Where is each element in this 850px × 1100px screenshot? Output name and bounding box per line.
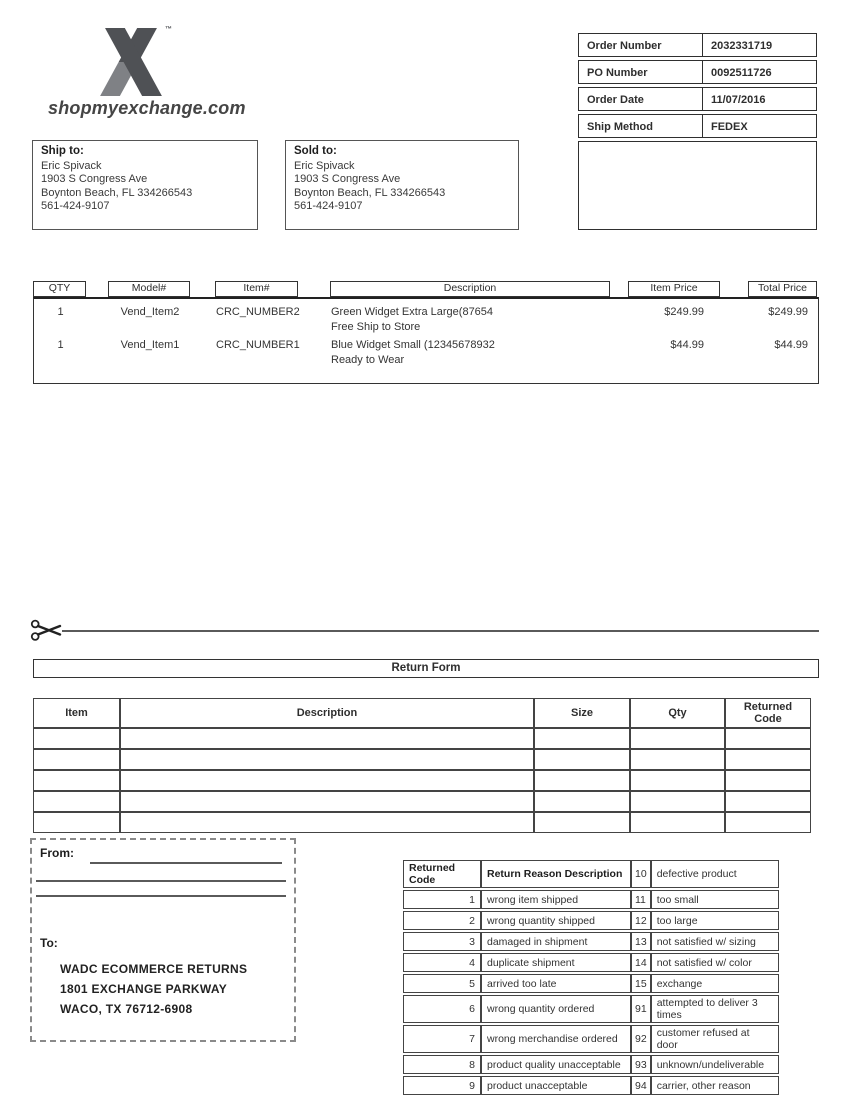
sold-to-box [285, 140, 519, 230]
from-write-line[interactable] [90, 846, 282, 864]
code-value: 14 [631, 953, 651, 972]
blank-qty-cell[interactable] [630, 728, 725, 749]
return-code-row [403, 1055, 779, 1074]
item-row-qty: 1 [57, 306, 64, 318]
return-form-blank-row [33, 770, 811, 791]
items-header-item-price: Item Price [628, 281, 720, 297]
code-value: 12 [631, 911, 651, 930]
returns-address-line2: 1801 EXCHANGE PARKWAY [60, 982, 228, 996]
blank-item-cell[interactable] [33, 812, 120, 833]
blank-item-cell[interactable] [33, 749, 120, 770]
item-row-price: $249.99 [664, 306, 704, 318]
return-form-table [33, 698, 811, 833]
order-date-row [578, 87, 817, 111]
reason-value: not satisfied w/ sizing [651, 932, 779, 951]
order-number-row [578, 33, 817, 57]
item-row-qty: 1 [57, 339, 64, 351]
blank-size-cell[interactable] [534, 812, 630, 833]
return-form-blank-row [33, 728, 811, 749]
blank-qty-cell[interactable] [630, 749, 725, 770]
item-row-item: CRC_NUMBER1 [216, 339, 300, 351]
po-number-row [578, 60, 817, 84]
reason-value: arrived too late [481, 974, 631, 993]
ship-to-phone: 561-424-9107 [41, 200, 110, 212]
code-value: 91 [631, 995, 651, 1023]
exchange-x-logo-icon [100, 28, 162, 101]
item-row-model: Vend_Item1 [120, 339, 180, 351]
items-header-description: Description [330, 281, 610, 297]
items-header-item: Item# [215, 281, 298, 297]
code-value: 92 [631, 1025, 651, 1053]
reason-value: carrier, other reason [651, 1076, 779, 1095]
sold-to-city: Boynton Beach, FL 334266543 [294, 186, 446, 199]
code-value: 9 [403, 1076, 481, 1095]
item-row-description-line1: Green Widget Extra Large(87654 [331, 306, 494, 318]
items-table-body [33, 297, 819, 384]
blank-size-cell[interactable] [534, 728, 630, 749]
order-notes-box [578, 141, 817, 230]
return-reason-header: Return Reason Description [481, 860, 631, 888]
sold-to-label: Sold to: [294, 145, 337, 157]
blank-description-cell[interactable] [120, 770, 534, 791]
return-code-row [403, 1076, 779, 1095]
mailing-label-box [30, 838, 296, 1042]
sold-to-name: Eric Spivack [294, 159, 355, 172]
ship-to-label: Ship to: [41, 145, 84, 157]
blank-item-cell[interactable] [33, 728, 120, 749]
return-form-header-qty: Qty [630, 698, 725, 728]
blank-description-cell[interactable] [120, 791, 534, 812]
item-row-price: $44.99 [670, 339, 704, 351]
items-header-total-price: Total Price [748, 281, 817, 297]
reason-value: attempted to deliver 3 times [651, 995, 779, 1023]
blank-qty-cell[interactable] [630, 770, 725, 791]
reason-value: exchange [651, 974, 779, 993]
blank-size-cell[interactable] [534, 770, 630, 791]
blank-code-cell[interactable] [725, 749, 811, 770]
reason-value: wrong item shipped [481, 890, 631, 909]
reason-value: duplicate shipment [481, 953, 631, 972]
po-number-value: 0092511726 [711, 67, 772, 79]
return-form-title: Return Form [33, 659, 819, 678]
return-form-header-row [33, 698, 811, 728]
return-form-header-returned-code: Returned Code [725, 698, 811, 728]
blank-description-cell[interactable] [120, 812, 534, 833]
reason-value: wrong merchandise ordered [481, 1025, 631, 1053]
po-number-label: PO Number [579, 61, 703, 83]
return-form-header-item: Item [33, 698, 120, 728]
item-row-description-line1: Blue Widget Small (12345678932 [331, 339, 495, 351]
ship-to-city: Boynton Beach, FL 334266543 [41, 186, 193, 199]
code-value: 13 [631, 932, 651, 951]
item-row-item: CRC_NUMBER2 [216, 306, 300, 318]
code-value: 15 [631, 974, 651, 993]
ship-method-row [578, 114, 817, 138]
blank-code-cell[interactable] [725, 770, 811, 791]
item-row-total: $44.99 [774, 339, 808, 351]
return-code-row [403, 995, 779, 1023]
blank-qty-cell[interactable] [630, 791, 725, 812]
order-date-label: Order Date [579, 88, 703, 110]
blank-qty-cell[interactable] [630, 812, 725, 833]
brand-website: shopmyexchange.com [48, 98, 246, 118]
return-form-blank-row [33, 812, 811, 833]
code-value: 3 [403, 932, 481, 951]
reason-value: damaged in shipment [481, 932, 631, 951]
return-code-row [403, 890, 779, 909]
return-code-row [403, 974, 779, 993]
returns-address-line3: WACO, TX 76712-6908 [60, 1002, 193, 1016]
item-row-description-line2: Ready to Wear [331, 354, 405, 366]
return-form-header-description: Description [120, 698, 534, 728]
return-code-row [403, 911, 779, 930]
item-row-model: Vend_Item2 [120, 306, 180, 318]
to-label: To: [40, 936, 58, 950]
order-date-value: 11/07/2016 [711, 94, 766, 106]
blank-code-cell[interactable] [725, 812, 811, 833]
reason-value: unknown/undeliverable [651, 1055, 779, 1074]
cut-here-divider [62, 630, 819, 632]
reason-value: wrong quantity shipped [481, 911, 631, 930]
sold-to-street: 1903 S Congress Ave [294, 173, 401, 185]
sold-to-phone: 561-424-9107 [294, 200, 363, 212]
return-form-header-size: Size [534, 698, 630, 728]
blank-code-cell[interactable] [725, 728, 811, 749]
items-header-qty: QTY [33, 281, 86, 297]
return-codes-header-row [403, 860, 779, 888]
reason-value: too small [651, 890, 779, 909]
returned-code-header: Returned Code [403, 860, 481, 888]
code-value: 11 [631, 890, 651, 909]
ship-method-value: FEDEX [711, 121, 748, 133]
item-row-description-line2: Free Ship to Store [331, 321, 421, 333]
items-header-model: Model# [108, 281, 190, 297]
code-value: 93 [631, 1055, 651, 1074]
ship-to-box [32, 140, 258, 230]
blank-size-cell[interactable] [534, 791, 630, 812]
return-codes-table [403, 858, 779, 1097]
return-code-row [403, 932, 779, 951]
blank-description-cell[interactable] [120, 728, 534, 749]
item-row-total: $249.99 [768, 306, 808, 318]
code-value: 4 [403, 953, 481, 972]
reason-value: defective product [651, 860, 779, 888]
code-value: 1 [403, 890, 481, 909]
reason-value: not satisfied w/ color [651, 953, 779, 972]
code-value: 8 [403, 1055, 481, 1074]
order-number-label: Order Number [579, 34, 703, 56]
blank-code-cell[interactable] [725, 791, 811, 812]
return-form-blank-row [33, 749, 811, 770]
ship-to-street: 1903 S Congress Ave [41, 173, 148, 185]
returns-address-line1: WADC ECOMMERCE RETURNS [60, 962, 248, 976]
reason-value: customer refused at door [651, 1025, 779, 1053]
reason-value: wrong quantity ordered [481, 995, 631, 1023]
blank-item-cell[interactable] [33, 770, 120, 791]
reason-value: product unacceptable [481, 1076, 631, 1095]
code-value: 10 [631, 860, 651, 888]
blank-description-cell[interactable] [120, 749, 534, 770]
from-write-line[interactable] [36, 880, 286, 897]
return-code-row [403, 953, 779, 972]
reason-value: product quality unacceptable [481, 1055, 631, 1074]
return-form-blank-row [33, 791, 811, 812]
from-label: From: [40, 846, 74, 860]
blank-item-cell[interactable] [33, 791, 120, 812]
ship-method-label: Ship Method [579, 115, 703, 137]
scissors-icon [30, 617, 64, 649]
order-number-value: 2032331719 [711, 40, 773, 52]
trademark-symbol: ™ [165, 26, 172, 33]
code-value: 2 [403, 911, 481, 930]
code-value: 6 [403, 995, 481, 1023]
code-value: 94 [631, 1076, 651, 1095]
code-value: 5 [403, 974, 481, 993]
blank-size-cell[interactable] [534, 749, 630, 770]
return-code-row [403, 1025, 779, 1053]
code-value: 7 [403, 1025, 481, 1053]
ship-to-name: Eric Spivack [41, 159, 102, 172]
reason-value: too large [651, 911, 779, 930]
